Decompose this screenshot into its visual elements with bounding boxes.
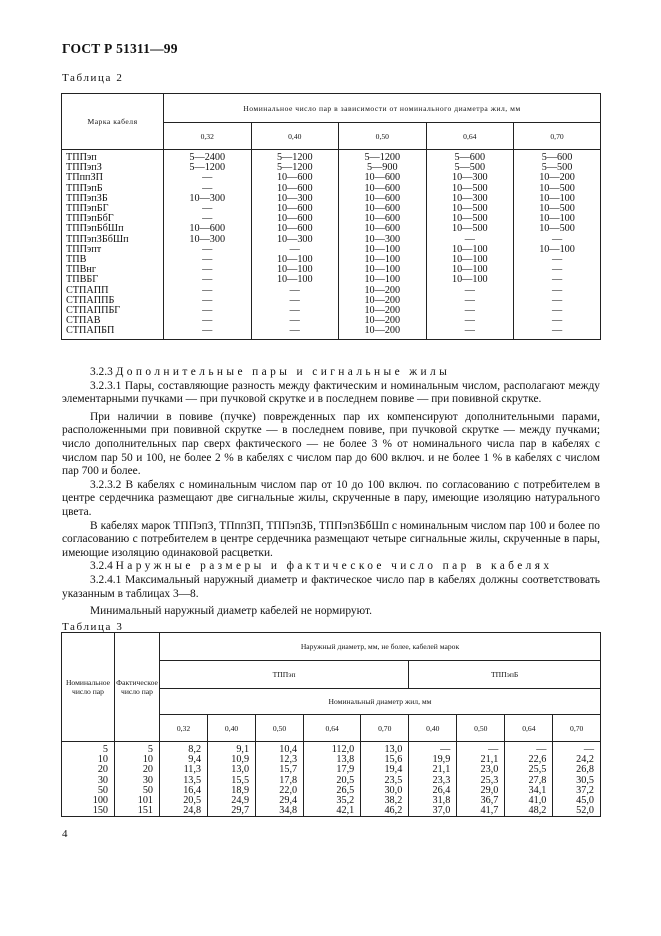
table-row [62, 255, 600, 265]
cable-mark-cell: ТППэпЗ [62, 163, 164, 173]
table-cell: 5—1200 [251, 163, 339, 173]
document-id: ГОСТ Р 51311—99 [62, 41, 178, 56]
paragraph-3-2-3-1: 3.2.3.1 Пары, составляющие разность между фактическим и номинальным числом, располагают между элементарными пучками — при пучковой скрутке и в последнем повиве — при повивной скрутке. [62, 379, 600, 406]
table-cell: — [426, 286, 514, 296]
table-cell: 17,8 [256, 776, 304, 786]
table-cell: — [426, 306, 514, 316]
table-cell: 10—600 [251, 184, 339, 194]
table-cell: 5—600 [514, 150, 600, 164]
table-cell: 15,7 [256, 765, 304, 775]
table-row [62, 286, 600, 296]
table-cell: 19,9 [409, 755, 457, 765]
table-cell: 10—100 [339, 245, 427, 255]
cable-mark-cell: ТППэпЗБбШп [62, 235, 164, 245]
cable-mark-cell: ТППэпЗБ [62, 194, 164, 204]
table2-caption: Таблица 2 [62, 72, 124, 84]
table-cell: — [551, 284, 563, 296]
table-cell: 10—100 [339, 275, 427, 285]
table-cell: 100 [62, 796, 115, 806]
table3-body [62, 742, 600, 817]
table-cell: 10—300 [339, 235, 427, 245]
table-cell: — [551, 264, 563, 276]
table-cell: 26,4 [409, 786, 457, 796]
table-cell: 52,0 [576, 805, 594, 817]
table-cell: 29,7 [208, 806, 256, 816]
table-cell: 20 [62, 765, 115, 775]
table-cell: 10—600 [339, 204, 427, 214]
cable-mark-cell: ТПВ [62, 255, 164, 265]
table-cell: 150 [62, 806, 115, 816]
table-cell: 10—100 [539, 192, 575, 204]
table-cell: 29,4 [256, 796, 304, 806]
table-row [62, 806, 600, 816]
section-3-2-3-title: Дополнительные пары и сигнальные жилы [115, 366, 451, 378]
table-cell: 10—500 [426, 184, 514, 194]
table-cell: 30,0 [361, 786, 409, 796]
table-row [62, 245, 600, 255]
table-cell: — [426, 235, 514, 245]
table-cell: 42,1 [304, 806, 361, 816]
table3-diameter-tppep-2: 0,40 [208, 715, 256, 742]
table-cell: — [164, 173, 252, 183]
table-cell: — [505, 742, 553, 756]
table-cell: 10—300 [251, 194, 339, 204]
table-cell: 10—200 [339, 286, 427, 296]
table-cell: 10—100 [251, 275, 339, 285]
table3-diameter-tppep-4: 0,64 [304, 715, 361, 742]
table-cell: 20,5 [160, 796, 208, 806]
table-cell: — [251, 316, 339, 326]
table-cell: — [553, 742, 600, 756]
table-cell: 9,1 [208, 742, 256, 756]
cable-mark-cell: СТПАПП [62, 286, 164, 296]
table-cell: 10—200 [339, 306, 427, 316]
table-cell: 34,1 [505, 786, 553, 796]
cable-mark-cell: ТППэпБ [62, 184, 164, 194]
table-cell: 46,2 [361, 806, 409, 816]
table3-diameter-tppep-1: 0,32 [160, 715, 208, 742]
table-cell: 5—500 [426, 163, 514, 173]
table3-diameter-tppep-3: 0,50 [256, 715, 304, 742]
page-number: 4 [62, 828, 68, 840]
table-cell: 10—100 [539, 213, 575, 225]
table-cell: — [164, 204, 252, 214]
table-cell: 26,8 [576, 764, 594, 776]
table-cell: — [551, 315, 563, 327]
table-cell: — [551, 233, 563, 245]
table-cell: 10—600 [339, 214, 427, 224]
table-cell: 37,2 [576, 784, 594, 796]
table-cell: 8,2 [160, 742, 208, 756]
table-cell: — [164, 255, 252, 265]
table3-diameter-tppepb-2: 0,50 [457, 715, 505, 742]
table-cell: 10 [115, 755, 160, 765]
cable-mark-cell: СТПАППБГ [62, 306, 164, 316]
table-row [62, 742, 600, 756]
table-cell: 5—1200 [164, 163, 252, 173]
table-cell: 112,0 [304, 742, 361, 756]
cable-mark-cell: ТПВнг [62, 265, 164, 275]
table-cell: 101 [115, 796, 160, 806]
table-cell: 18,9 [208, 786, 256, 796]
table-cell: 23,5 [361, 776, 409, 786]
cable-mark-cell: ТППэпБбШп [62, 224, 164, 234]
table-cell: 37,0 [409, 806, 457, 816]
table3-diameter-tppepb-1: 0,40 [409, 715, 457, 742]
cable-mark-cell: ТПппЗП [62, 173, 164, 183]
cable-mark-cell: ТППэпБГ [62, 204, 164, 214]
table-cell: — [551, 305, 563, 317]
paragraph-3-2-4-1: 3.2.4.1 Максимальный наружный диаметр и фактическое число пар в кабелях должны соответствовать указанным в таблицах 3—8. [62, 573, 600, 600]
table-cell: — [426, 326, 514, 338]
table-cell: 13,0 [208, 765, 256, 775]
table-cell: 35,2 [304, 796, 361, 806]
table-cell: — [164, 286, 252, 296]
table-row [62, 265, 600, 275]
table-cell: — [164, 214, 252, 224]
table-cell: 21,1 [409, 765, 457, 775]
table-cell: 25,5 [505, 765, 553, 775]
table-cell: 5—1200 [251, 150, 339, 164]
table-cell: — [164, 296, 252, 306]
table-cell: 10—100 [426, 245, 514, 255]
table2-diameter-5: 0,70 [514, 123, 600, 150]
paragraph-min-diameter: Минимальный наружный диаметр кабелей не нормируют. [90, 605, 372, 618]
table3-nominal-header: Номинальное число пар [62, 633, 115, 742]
table-cell: 5—1200 [339, 150, 427, 164]
table-cell: 10—600 [164, 224, 252, 234]
table-cell: — [551, 274, 563, 286]
table-cell: 22,0 [256, 786, 304, 796]
table-cell: 10—300 [164, 235, 252, 245]
table-cell: — [551, 325, 563, 337]
table-cell: 17,9 [304, 765, 361, 775]
table-cell: 15,5 [208, 776, 256, 786]
table-cell: 10—500 [539, 203, 575, 215]
table2-diameter-4: 0,64 [426, 123, 514, 150]
table-cell: 10—200 [339, 326, 427, 338]
table-cell: 10—500 [426, 214, 514, 224]
table-cell: 10—600 [339, 194, 427, 204]
table-cell: 5—600 [426, 150, 514, 164]
table3-diameter-header: Номинальный диаметр жил, мм [160, 689, 601, 715]
table-cell: 10—600 [339, 184, 427, 194]
table-cell: 50 [115, 786, 160, 796]
table-cell: 10—600 [339, 173, 427, 183]
table-cell: 41,7 [457, 806, 505, 816]
table-cell: 5—2400 [164, 150, 252, 164]
table-cell: 10—600 [251, 224, 339, 234]
table2-mark-header: Марка кабеля [62, 94, 164, 150]
table-cell: 5—900 [339, 163, 427, 173]
table-cell: 41,0 [505, 796, 553, 806]
table-cell: 24,8 [160, 806, 208, 816]
table3-diameter-tppepb-4: 0,70 [553, 715, 600, 742]
table-cell: 10—300 [164, 194, 252, 204]
cable-mark-cell: ТПВБГ [62, 275, 164, 285]
table-cell: 13,5 [160, 776, 208, 786]
cable-mark-cell: ТППэпт [62, 245, 164, 255]
table-row [62, 173, 600, 183]
table-cell: — [551, 254, 563, 266]
table-row [62, 306, 600, 316]
table-cell: — [164, 245, 252, 255]
table-cell: 5 [115, 742, 160, 756]
table2-group-header: Номинальное число пар в зависимости от номинального диаметра жил, мм [243, 103, 521, 113]
table-cell: 12,3 [256, 755, 304, 765]
table-cell: 20 [115, 765, 160, 775]
table-cell: 10—600 [251, 173, 339, 183]
table-cell: 31,8 [409, 796, 457, 806]
table-cell: 10—500 [539, 223, 575, 235]
table-cell: — [426, 296, 514, 306]
table2 [62, 94, 600, 339]
paragraph-3-2-3-2: 3.2.3.2 В кабелях с номинальным числом пар от 10 до 100 включ. по согласованию с потребителем в центре сердечника размещают две сигнальные жилы, скрученные в пару, имеющие изоляцию натурального цвета. [62, 478, 600, 518]
table-cell: 10—300 [426, 173, 514, 183]
table-cell: 10—100 [251, 255, 339, 265]
table-row [62, 150, 600, 164]
table-cell: 10—600 [251, 214, 339, 224]
section-3-2-4-number: 3.2.4 [90, 560, 113, 573]
paragraph-signal-wires: В кабелях марок ТППэпЗ, ТПппЗП, ТППэпЗБ, ТППэпЗБбШп с номинальным числом пар 100 и более по согласованию с потребителем в центре сердечника размещают четыре сигнальные жилы, скрученные в пары, имеющие изоляцию одинаковой расцветки. [62, 519, 600, 559]
cable-mark-cell: ТППэп [62, 150, 164, 164]
table3-actual-header: Фактическое число пар [115, 633, 160, 742]
table-cell: 24,2 [576, 754, 594, 766]
table-cell: — [426, 316, 514, 326]
table-cell: 30,5 [576, 774, 594, 786]
table-cell: 10—100 [339, 255, 427, 265]
table-cell: 26,5 [304, 786, 361, 796]
table-cell: 34,8 [256, 806, 304, 816]
table-cell: 10—500 [426, 224, 514, 234]
table-cell: 13,0 [361, 742, 409, 756]
table-cell: — [457, 742, 505, 756]
table-row [62, 184, 600, 194]
table-cell: 5—500 [541, 162, 573, 174]
table-cell: — [251, 296, 339, 306]
table-cell: 5 [62, 742, 115, 756]
table-cell: — [251, 286, 339, 296]
table-cell: 23,3 [409, 776, 457, 786]
table3 [62, 633, 600, 816]
table-row [62, 163, 600, 173]
table-cell: — [251, 306, 339, 316]
table-cell: 27,8 [505, 776, 553, 786]
cable-mark-cell: ТППэпБбГ [62, 214, 164, 224]
table-cell: 10—300 [426, 194, 514, 204]
section-3-2-4-title: Наружные размеры и фактическое число пар в кабелях [115, 560, 553, 573]
table-cell: 10 [62, 755, 115, 765]
table-cell: 10—200 [339, 296, 427, 306]
table-cell: 30 [62, 776, 115, 786]
table-cell: 45,0 [576, 795, 594, 807]
table-cell: — [164, 306, 252, 316]
table-row [62, 235, 600, 245]
table-cell: — [164, 184, 252, 194]
table-cell: 10—100 [339, 265, 427, 275]
table-cell: — [251, 326, 339, 338]
table-cell: 29,0 [457, 786, 505, 796]
table-cell: 151 [115, 806, 160, 816]
table-cell: 10—100 [539, 243, 575, 255]
table-cell: 38,2 [361, 796, 409, 806]
table2-body [62, 150, 600, 339]
table-row [62, 224, 600, 234]
table-cell: 25,3 [457, 776, 505, 786]
table-row [62, 214, 600, 224]
table3-caption: Таблица 3 [62, 621, 124, 633]
table-cell: — [164, 316, 252, 326]
table-row [62, 194, 600, 204]
cable-mark-cell: СТПАПБП [62, 326, 164, 338]
table3-mark-tppepb: ТППэпБ [409, 661, 600, 689]
table-cell: 10—100 [251, 265, 339, 275]
table-cell: 30 [115, 776, 160, 786]
table2-diameter-3: 0,50 [339, 123, 427, 150]
table-cell: 9,4 [160, 755, 208, 765]
table-cell: — [409, 742, 457, 756]
table-cell: 10—100 [426, 265, 514, 275]
table-cell: 22,6 [505, 755, 553, 765]
table-cell: 36,7 [457, 796, 505, 806]
table3-diameter-tppep-5: 0,70 [361, 715, 409, 742]
table3-diameter-tppepb-3: 0,64 [505, 715, 553, 742]
table-cell: 19,4 [361, 765, 409, 775]
table-cell: 48,2 [505, 806, 553, 816]
table-cell: — [551, 294, 563, 306]
table-cell: — [251, 245, 339, 255]
section-3-2-3-number: 3.2.3 [90, 366, 113, 378]
table-cell: 21,1 [457, 755, 505, 765]
table2-diameter-2: 0,40 [251, 123, 339, 150]
table-cell: 10,4 [256, 742, 304, 756]
table-cell: 10—100 [426, 275, 514, 285]
table-cell: 10—200 [539, 172, 575, 184]
table-cell: 15,6 [361, 755, 409, 765]
table-cell: 23,0 [457, 765, 505, 775]
table-cell: 10—100 [426, 255, 514, 265]
table-cell: — [164, 265, 252, 275]
cable-mark-cell: СТПАВ [62, 316, 164, 326]
table-cell: 10—200 [339, 316, 427, 326]
section-3-2-3 [62, 366, 600, 619]
table-cell: 10—600 [251, 204, 339, 214]
table-row [62, 204, 600, 214]
table-row [62, 275, 600, 285]
table-cell: — [164, 326, 252, 338]
table-row [62, 316, 600, 326]
table-cell: 20,5 [304, 776, 361, 786]
cable-mark-cell: СТПАППБ [62, 296, 164, 306]
table-cell: 10,9 [208, 755, 256, 765]
table-cell: 10—300 [251, 235, 339, 245]
table-cell: 10—600 [339, 224, 427, 234]
table2-diameter-1: 0,32 [164, 123, 252, 150]
table-cell: — [164, 275, 252, 285]
table3-mark-tppep: ТППэп [160, 661, 409, 689]
table-cell: 11,3 [160, 765, 208, 775]
table-cell: 10—500 [426, 204, 514, 214]
table-cell: 16,4 [160, 786, 208, 796]
table-cell: 13,8 [304, 755, 361, 765]
paragraph-extra-pairs: При наличии в повиве (пучке) поврежденных пар их компенсируют дополнительными парами, расположенными при повивной скрутке — в последнем повиве, при пучковой скрутке — между пучками; число дополнительных пар сверх фактического — не более 3 % от номинального числа пар в кабелях с числом пар 50 и 100, не более 2 % в кабелях с числом пар до 600 включ. и не более 1 % в кабелях с числом пар 700 и более. [62, 410, 600, 478]
table-cell: 50 [62, 786, 115, 796]
table-row [62, 326, 600, 338]
table-cell: 10—500 [539, 182, 575, 194]
table-row [62, 296, 600, 306]
table-cell: 24,9 [208, 796, 256, 806]
table3-group-header: Наружный диаметр, мм, не более, кабелей марок [300, 642, 460, 651]
